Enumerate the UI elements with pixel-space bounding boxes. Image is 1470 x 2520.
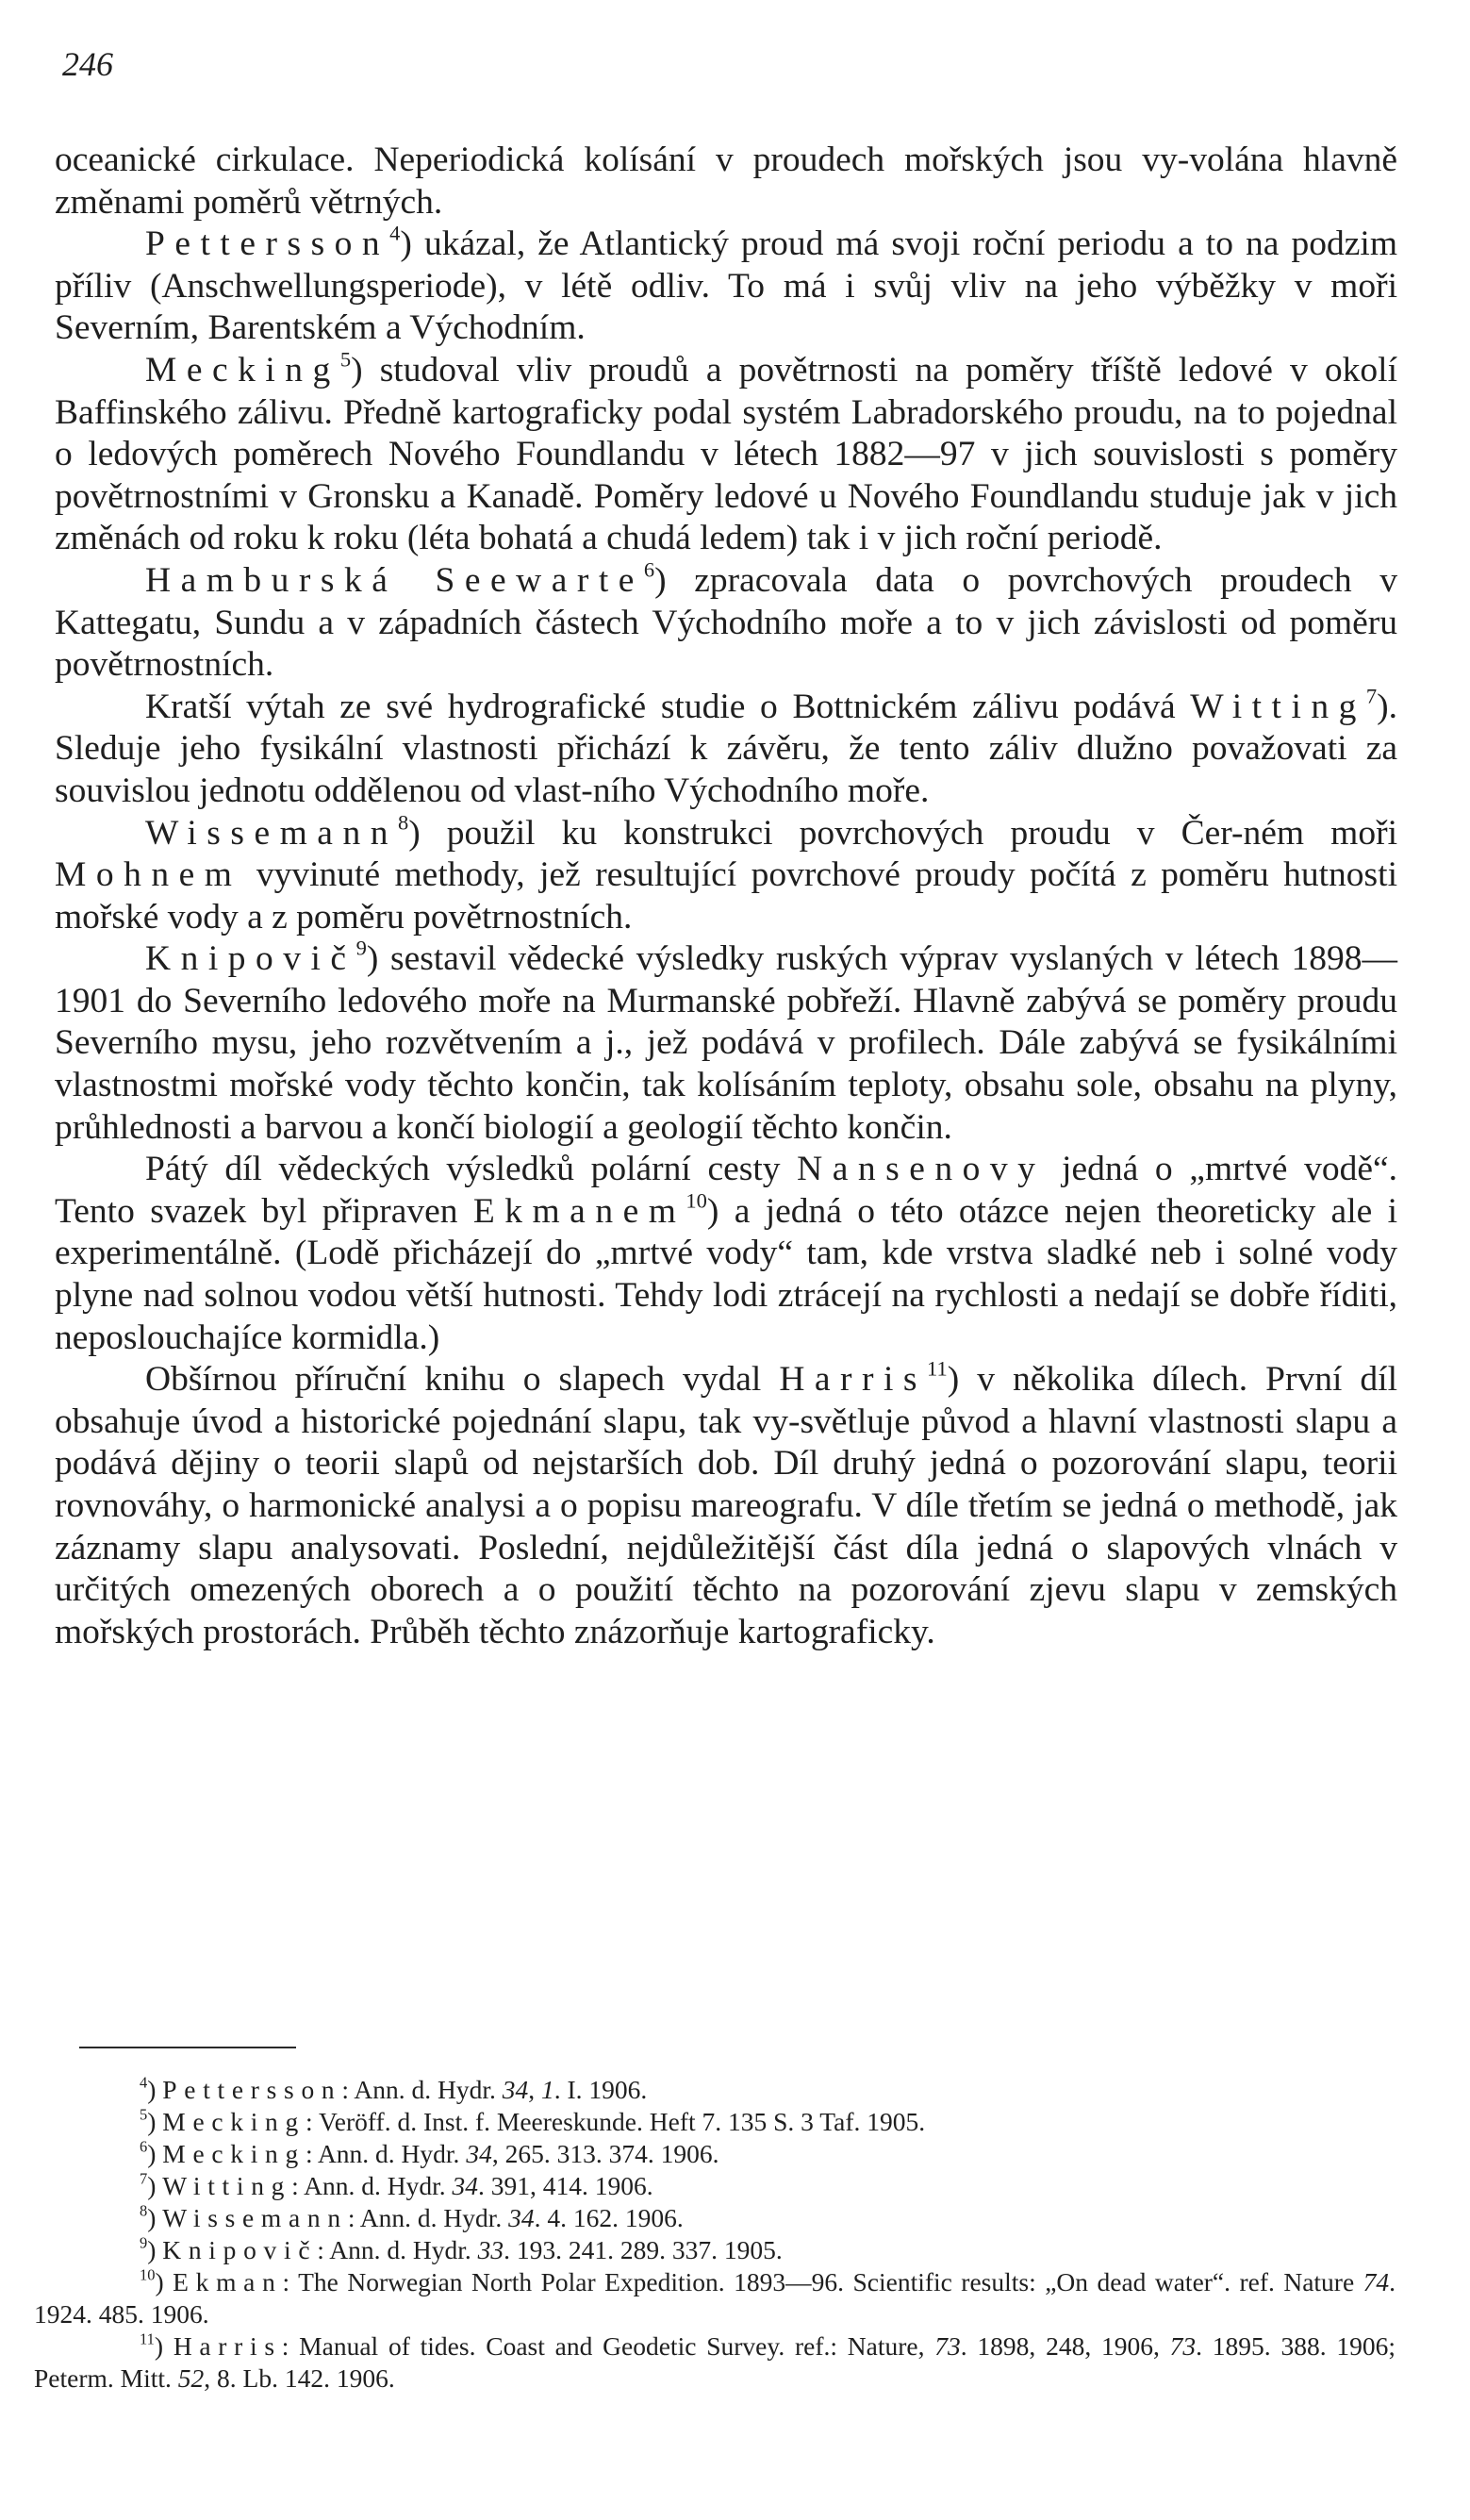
text-run: : Ann. d. Hydr. [341,2075,503,2104]
text-run: : Ann. d. Hydr. [291,2171,453,2200]
volume-number: 73 [934,2331,961,2361]
spaced-name: Hamburská Seewarte [145,560,644,600]
footnote [34,2202,1396,2234]
footnote [34,2170,1396,2202]
text-run: ). Sleduje jeho fysikální vlastnosti přichází k závěru, že tento záliv dlužno považovati za souvislou jednotu oddělenou od vlast-ního Východního moře. [55,687,1397,810]
text-run: . 1924. 485. 1906. [34,2267,1396,2329]
text-run: ) [154,2331,173,2361]
paragraph [55,938,1397,1149]
footnote [34,2138,1396,2170]
spaced-name: Knipovič [162,2235,318,2264]
spaced-name: Pettersson [162,2075,342,2104]
footnote-ref: 10 [685,1188,707,1213]
text-run: . 4. 162. 1906. [534,2203,684,2232]
footnotes [34,2074,1396,2395]
spaced-name: Knipovič [145,939,356,979]
footnote-ref: 7 [1365,683,1378,707]
spaced-name: Mecking [145,350,340,390]
spaced-name: Mohnem [55,855,242,895]
volume-number: 34 [502,2075,529,2104]
text-run: Pátý díl vědeckých výsledků polární cesty [145,1150,798,1189]
text-run: ) a jedná o této otázce nejen theoreticky ale i experimentálně. (Lodě přicházejí do „mrtvé vody“ tam, kde vrstva sladké neb i solné vody plyne nad solnou vodou větší hutnosti. Tehdy lodi ztrácejí na rychlosti a nedají se dobře říditi, neposlouchajíce kormidla.) [55,1191,1398,1357]
text-run: jedná o „mrtvé vodě“. Tento svazek byl připraven [55,1150,1397,1231]
text-run: ) studoval vliv proudů a povětrnosti na poměry tříště ledové v okolí Baffinského zálivu. Předně kartograficky podal systém Labradorského proudu, na to pojednal o ledových poměrech Nového Foundlandu v létech 1882—97 v jich souvislosti s poměry povětrnostními v Gronsku a Kanadě. Poměry ledové u Nového Foundlandu studuje jak v jich změnách od roku k roku (léta bohatá a chudá ledem) tak i v jich roční periodě. [55,350,1397,558]
text-run: , [528,2075,541,2104]
paragraph [55,221,1397,350]
volume-number: 34 [466,2139,492,2168]
text-run: ) použil ku konstrukci povrchových proudu v Čer-ném moři [408,813,1397,853]
footnote-ref: 5 [140,2105,148,2124]
footnote [34,2074,1396,2106]
text-run: ) [155,2267,173,2296]
text-run: ) [147,2235,163,2264]
footnote-ref: 10 [140,2265,156,2284]
text-run: . 391, 414. 1906. [477,2171,653,2200]
page-number: 246 [62,45,113,83]
text-run: : Ann. d. Hydr. [305,2139,467,2168]
spaced-name: Ekmanem [472,1191,686,1231]
spaced-name: Mecking [162,2139,306,2168]
paragraph [55,1149,1397,1359]
body-text [55,140,1397,1653]
volume-number: 34 [452,2171,478,2200]
footnote [34,2330,1396,2395]
text-run: , 8. Lb. 142. 1906. [204,2363,395,2393]
volume-number: 34 [508,2203,535,2232]
footnote [34,2266,1396,2330]
text-run: , 265. 313. 374. 1906. [491,2139,719,2168]
footnote-ref: 6 [140,2137,148,2156]
footnote-ref: 6 [643,557,655,582]
footnote [34,2106,1396,2138]
text-run: : Manual of tides. Coast and Geodetic Survey. ref.: Nature, [281,2331,935,2361]
footnote [34,2234,1396,2266]
volume-number: 73 [1169,2331,1197,2361]
spaced-name: Nansenovy [797,1150,1046,1189]
text-run: . 193. 241. 289. 337. 1905. [504,2235,783,2264]
text-run: ) v několika dílech. První díl obsahuje úvod a historické pojednání slapu, tak vy-světluje původ a hlavní vlastnosti slapu a podává dějiny o teorii slapů od nejstarších dob. Díl druhý jedná o pozorování slapu, teorii rovnováhy, o harmonické analysi a o popisu mareografu. V díle třetím se jedná o methodě, jak záznamy slapu analysovati. Poslední, nejdůležitější část díla jedná o slapových vlnách v určitých omezených oborech a o použití těchto na pozorování zjevu slapu v zemských mořských prostorách. Průběh těchto znázorňuje kartograficky. [55,1360,1397,1651]
text-run: ) [147,2171,163,2200]
paragraph [55,809,1397,939]
footnote-ref: 9 [140,2233,148,2252]
text-run: Obšírnou příruční knihu o slapech vydal [145,1360,780,1400]
text-run: : Ann. d. Hydr. [317,2235,478,2264]
spaced-name: Harris [173,2331,282,2361]
text-run: ) sestavil vědecké výsledky ruských výprav vyslaných v létech 1898—1901 do Severního ledového moře na Murmanské pobřeží. Hlavně zabývá se poměry proudu Severního mysu, jeho rozvětvením a j., jež podává v profilech. Dále zabývá se fysikálními vlastnostmi mořské vody těchto končin, tak kolísáním teploty, obsahu sole, obsahu na plyny, průhlednosti a barvou a končí biologií a geologií těchto končin. [55,939,1397,1147]
text-run: ) [147,2139,163,2168]
text-run: ) ukázal, že Atlantický proud má svoji roční periodu a to na podzim příliv (Anschwellungsperiode), v létě odliv. To má i svůj vliv na jeho výběžky v moři Severním, Barentském a Východním. [55,224,1397,348]
footnote-ref: 8 [397,809,409,834]
paragraph [55,347,1397,560]
footnote-ref: 5 [339,347,352,372]
spaced-name: Wissemann [145,813,398,853]
spaced-name: Harris [779,1360,928,1400]
text-run: . 1895. 388. 1906; Peterm. Mitt. [34,2331,1396,2393]
footnote-divider [79,2047,296,2048]
text-run: ) [147,2107,163,2136]
spaced-name: Mecking [162,2107,306,2136]
footnote-ref: 4 [389,221,401,245]
spaced-name: Wissemann [162,2203,348,2232]
text-run: vyvinuté methody, jež resultující povrchové proudy počítá z poměru hutnosti mořské vody a z poměru povětrnostních. [55,855,1397,937]
volume-number: 1 [540,2075,554,2104]
volume-number: 74 [1363,2267,1390,2296]
footnote-ref: 8 [140,2201,148,2220]
spaced-name: Witting [1190,687,1366,726]
footnote-ref: 11 [927,1356,948,1381]
text-run: : Veröff. d. Inst. f. Meereskunde. Heft 7. 135 S. 3 Taf. 1905. [305,2107,926,2136]
text-run: ) [147,2203,163,2232]
paragraph [55,557,1397,687]
footnote-ref: 4 [140,2073,148,2092]
text-run: . I. 1906. [553,2075,648,2104]
footnote-ref: 11 [140,2329,155,2348]
text-run: Kratší výtah ze své hydrografické studie o Bottnickém zálivu podává [145,687,1191,726]
text-run: oceanické cirkulace. Neperiodická kolísání v proudech mořských jsou vy-volána hlavně změnami poměrů větrných. [55,141,1397,222]
spaced-name: Pettersson [145,224,390,264]
text-run: : The Norwegian North Polar Expedition. 1893—96. Scientific results: „On dead water“. ref. Nature [282,2267,1363,2296]
paragraph [55,1356,1397,1653]
text-run: . 1898, 248, 1906, [960,2331,1170,2361]
text-run: ) [147,2075,163,2104]
text-run: ) zpracovala data o povrchových proudech v Kattegatu, Sundu a v západních částech Východního moře a to v jich závislosti od poměru povětrnostních. [55,560,1397,685]
spaced-name: Witting [162,2171,292,2200]
text-run: : Ann. d. Hydr. [347,2203,509,2232]
paragraph [55,140,1397,224]
volume-number: 52 [177,2363,205,2393]
volume-number: 33 [477,2235,504,2264]
paragraph [55,683,1397,813]
spaced-name: Ekman [173,2267,283,2296]
footnote-ref: 7 [140,2169,148,2188]
footnote-ref: 9 [355,936,367,960]
